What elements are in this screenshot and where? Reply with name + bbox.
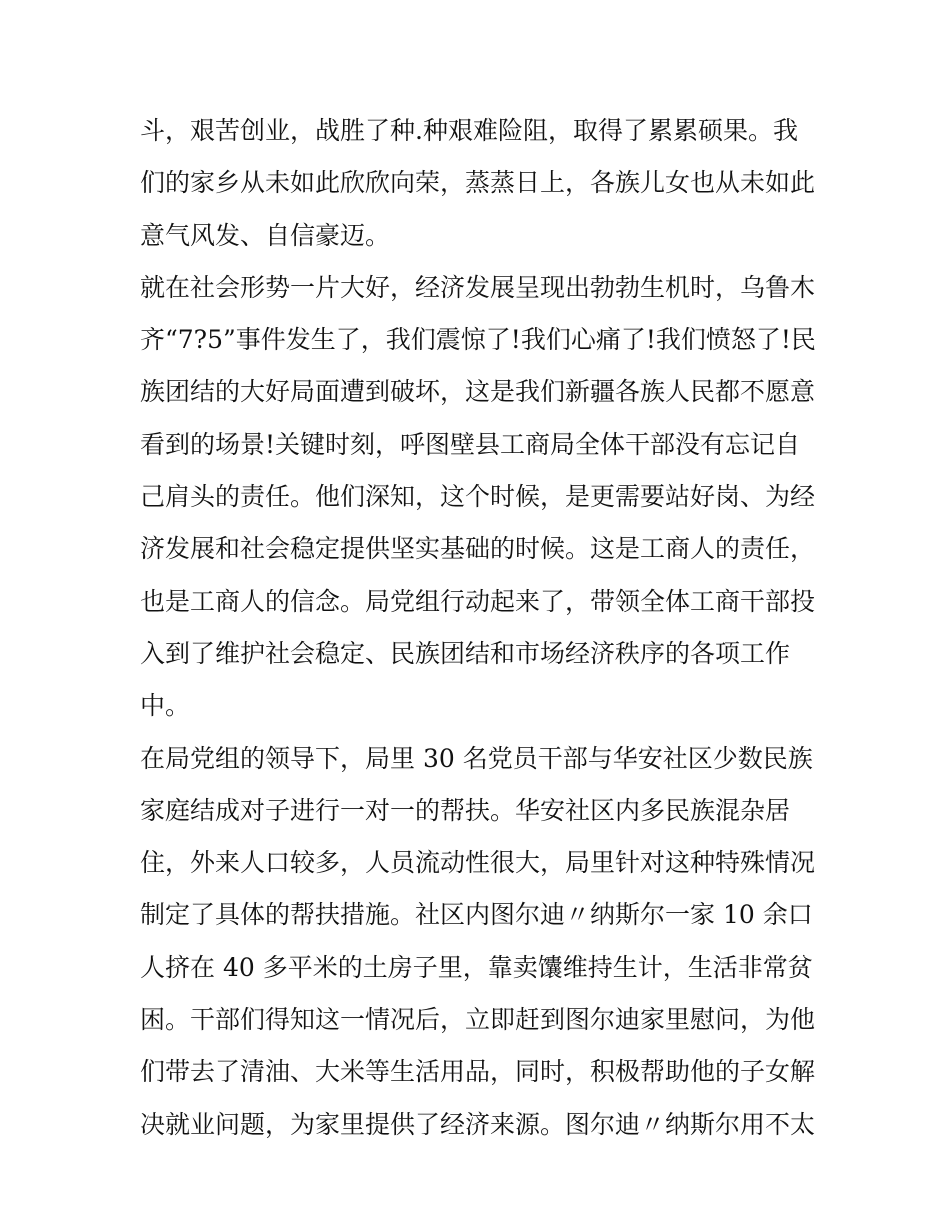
text-line: 决就业问题，为家里提供了经济来源。图尔迪〃纳斯尔用不太 [140, 1109, 816, 1139]
text-line: 看到的场景!关键时刻，呼图壁县工商局全体干部没有忘记自 [140, 429, 801, 459]
text-line: 意气风发、自信豪迈。 [140, 220, 391, 250]
text-line: 族团结的大好局面遭到破坏，这是我们新疆各族人民都不愿意 [140, 377, 816, 407]
text-line: 住，外来人口较多，人员流动性很大，局里针对这种特殊情况 [140, 848, 816, 878]
text-line: 入到了维护社会稳定、民族团结和市场经济秩序的各项工作 [140, 638, 791, 668]
text-line: 困。干部们得知这一情况后，立即赶到图尔迪家里慰问，为他 [140, 1005, 816, 1035]
text-line: 就在社会形势一片大好，经济发展呈现出勃勃生机时，乌鲁木 [140, 272, 816, 302]
text-line: 在局党组的领导下，局里 30 名党员干部与华安社区少数民族 [140, 743, 813, 773]
text-line: 们的家乡从未如此欣欣向荣，蒸蒸日上，各族儿女也从未如此 [140, 168, 816, 198]
body-text [140, 112, 820, 1158]
text-line: 制定了具体的帮扶措施。社区内图尔迪〃纳斯尔一家 10 余口 [140, 900, 813, 930]
text-line: 己肩头的责任。他们深知，这个时候，是更需要站好岗、为经 [140, 482, 816, 512]
text-line: 齐“7?5”事件发生了，我们震惊了!我们心痛了!我们愤怒了!民 [140, 325, 816, 355]
text-line: 也是工商人的信念。局党组行动起来了，带领全体工商干部投 [140, 586, 816, 616]
text-line: 人挤在 40 多平米的土房子里，靠卖馕维持生计，生活非常贫 [140, 952, 813, 982]
text-line: 中。 [140, 691, 191, 721]
text-line: 家庭结成对子进行一对一的帮扶。华安社区内多民族混杂居 [140, 795, 791, 825]
text-line: 斗，艰苦创业，战胜了种.种艰难险阻，取得了累累硕果。我 [140, 116, 798, 145]
text-line: 济发展和社会稳定提供坚实基础的时候。这是工商人的责任， [140, 534, 816, 564]
text-line: 们带去了清油、大米等生活用品，同时，积极帮助他的子女解 [140, 1057, 816, 1087]
